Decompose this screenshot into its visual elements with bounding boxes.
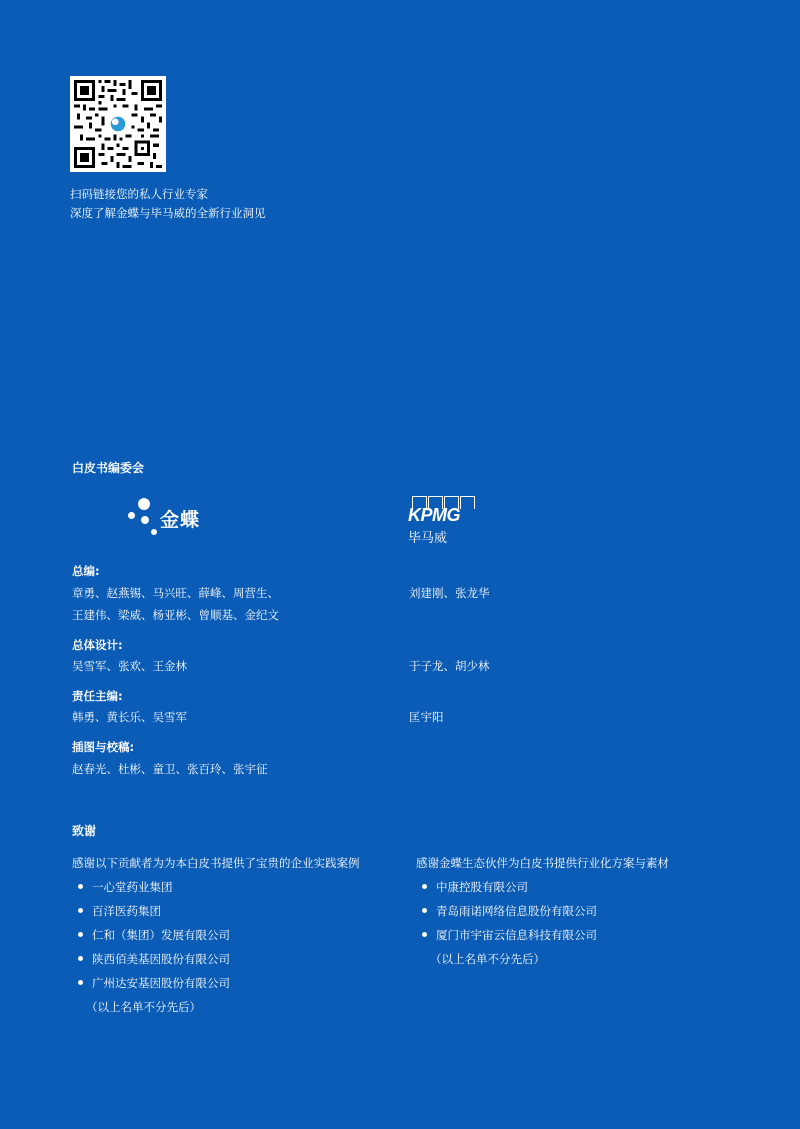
responsible-editor-kpmg: 匡宇阳 <box>409 710 444 724</box>
list-item: 仁和（集团）发展有限公司 <box>72 927 230 951</box>
thanks-left-note: （以上名单不分先后） <box>86 1000 201 1014</box>
list-item: 一心堂药业集团 <box>72 879 230 903</box>
chief-editor-kingdee-line-1: 章勇、赵燕锡、马兴旺、薛峰、周营生、 <box>72 586 279 600</box>
thanks-left-list <box>72 879 230 999</box>
qr-caption-line-1: 扫码链接您的私人行业专家 <box>70 187 208 201</box>
list-item: 广州达安基因股份有限公司 <box>72 975 230 999</box>
qr-caption <box>70 185 266 223</box>
kingdee-logo <box>128 496 218 540</box>
section-label-illustration-proofreading: 插图与校稿: <box>72 740 135 754</box>
responsible-editor-kingdee: 韩勇、黄长乐、吴雪军 <box>72 710 187 724</box>
kpmg-logo-cn: 毕马威 <box>408 531 448 546</box>
qr-code-icon <box>74 80 162 168</box>
thanks-right-note: （以上名单不分先后） <box>430 952 545 966</box>
chief-editor-kingdee-line-2: 王建伟、梁威、杨亚彬、曾顺基、金纪文 <box>72 608 279 622</box>
thanks-right-intro: 感谢金蝶生态伙伴为白皮书提供行业化方案与素材 <box>416 856 669 870</box>
kingdee-logo-dot <box>141 516 149 524</box>
list-item: 厦门市宇宙云信息科技有限公司 <box>416 927 597 951</box>
chief-editor-kpmg: 刘建刚、张龙华 <box>409 586 490 600</box>
kpmg-logo-text: KPMG <box>408 505 460 525</box>
kpmg-logo <box>408 496 478 546</box>
section-label-responsible-editor: 责任主编: <box>72 689 123 703</box>
overall-design-kingdee: 吴雪军、张欢、王金林 <box>72 659 187 673</box>
thanks-left-intro: 感谢以下贡献者为为本白皮书提供了宝贵的企业实践案例 <box>72 856 360 870</box>
kingdee-logo-text: 金蝶 <box>160 509 201 531</box>
list-item: 青岛雨诺网络信息股份有限公司 <box>416 903 597 927</box>
illustration-proofreading-kingdee: 赵春光、杜彬、童卫、张百玲、张宇征 <box>72 762 268 776</box>
thanks-heading: 致谢 <box>72 824 97 838</box>
list-item: 陕西佰美基因股份有限公司 <box>72 951 230 975</box>
thanks-right-list <box>416 879 597 951</box>
section-label-chief-editor: 总编: <box>72 564 100 578</box>
overall-design-kpmg: 于子龙、胡少林 <box>409 659 490 673</box>
section-label-overall-design: 总体设计: <box>72 638 123 652</box>
qr-code[interactable] <box>70 76 166 172</box>
kingdee-logo-dot <box>151 529 157 535</box>
list-item: 百洋医药集团 <box>72 903 230 927</box>
qr-caption-line-2: 深度了解金蝶与毕马威的全新行业洞见 <box>70 206 266 220</box>
list-item: 中康控股有限公司 <box>416 879 597 903</box>
kingdee-logo-dot <box>138 498 150 510</box>
committee-heading: 白皮书编委会 <box>72 461 145 475</box>
kingdee-logo-dot <box>128 512 135 519</box>
